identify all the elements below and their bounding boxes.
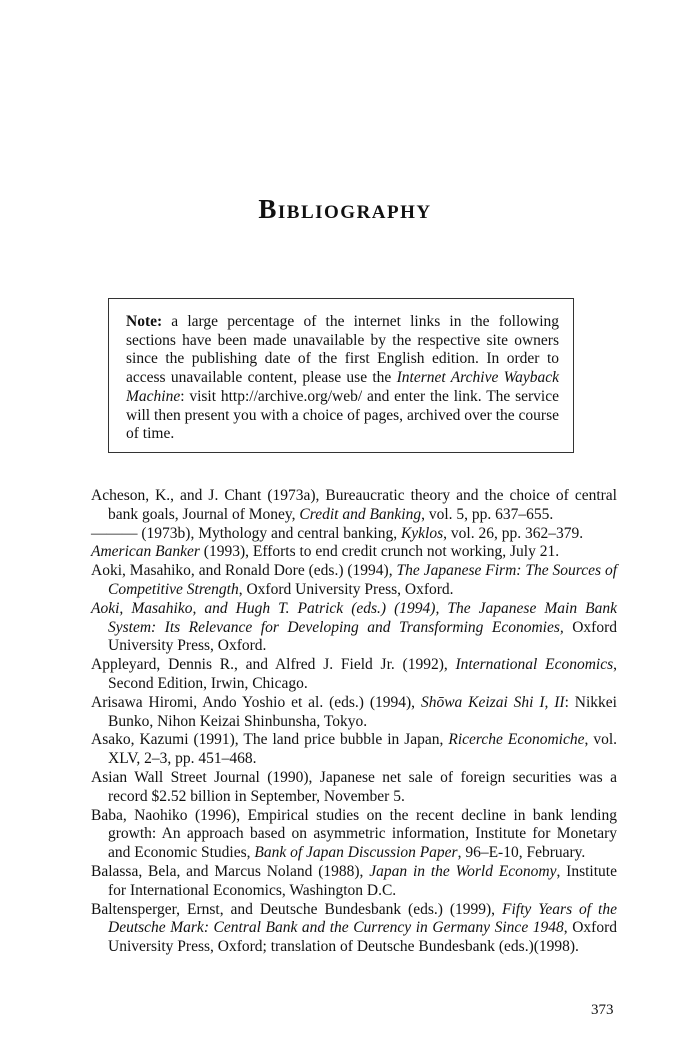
entry-italic: International Economics — [455, 656, 614, 674]
entry-text: (1993), Efforts to end credit crunch not working, July 21. — [199, 543, 560, 561]
entry-italic: Bank of Japan Discussion Paper — [254, 844, 458, 862]
bib-entry — [91, 656, 617, 694]
entry-italic: Kyklos — [400, 524, 444, 542]
page-number: 373 — [591, 1002, 614, 1018]
entry-text: , Oxford University Press, Oxford. — [238, 580, 454, 598]
page-title: Bibliography — [258, 194, 432, 224]
bib-entry — [91, 769, 617, 807]
bib-entry — [91, 600, 617, 656]
entry-text: , Oxford University Press, Oxford; translation of Deutsche Bundesbank (eds.)(1998). — [108, 919, 617, 956]
entry-text: , Second Edition, Irwin, Chicago. — [108, 656, 617, 692]
bib-entry — [91, 525, 617, 544]
entry-italic: Credit and Banking — [299, 505, 422, 523]
entry-text: Acheson, K., and J. Chant (1973a), Bureaucratic theory and the choice of central bank goals, Journal of Money, — [91, 487, 617, 523]
entry-text: Baltensperger, Ernst, and Deutsche Bundesbank (eds.) (1999), — [91, 900, 502, 918]
entry-italic: Japan in the World Economy — [369, 862, 557, 880]
entry-text: Asian Wall Street Journal (1990), Japanese net sale of foreign securities was a record $2.52 billion in September, November 5. — [91, 768, 617, 805]
entry-text: , vol. 5, pp. 637–655. — [421, 505, 554, 523]
entry-text: Oxford University Press, Oxford. — [108, 618, 617, 655]
entry-text: Asako, Kazumi (1991), The land price bubble in Japan, — [91, 731, 449, 749]
entry-text: , 96–E-10, February. — [457, 844, 586, 862]
archive-name: Internet Archive Wayback Machine — [126, 369, 559, 405]
note-text-part-2: : visit http://archive.org/web/ and enter the link. The service will then present you with a choice of pages, archived over the course of time. — [126, 387, 559, 443]
entry-text: ——— (1973b), Mythology and central banking, — [91, 524, 401, 542]
entry-text: , vol. 26, pp. 362–379. — [443, 524, 584, 542]
entry-text: Balassa, Bela, and Marcus Noland (1988), — [91, 862, 370, 880]
entry-text: Appleyard, Dennis R., and Alfred J. Field Jr. (1992), — [91, 656, 456, 674]
bib-entry — [91, 901, 617, 957]
entry-text: , Institute for International Economics, Washington D.C. — [108, 862, 617, 899]
entry-italic: Aoki, Masahiko, and Hugh T. Patrick (eds.) (1994), The Japanese Main Bank System: Its Relevance for Developing and Transforming Economies, — [91, 599, 617, 636]
bib-entry — [91, 807, 617, 863]
entry-text: Aoki, Masahiko, and Ronald Dore (eds.) (1994), — [91, 562, 397, 580]
entry-text: , vol. XLV, 2–3, pp. 451–468. — [108, 731, 618, 768]
bib-entry — [91, 487, 617, 525]
note-box — [108, 298, 574, 453]
entry-text: Arisawa Hiromi, Ando Yoshio et al. (eds.) (1994), — [91, 693, 421, 711]
bib-entry — [91, 731, 617, 769]
note-label: Note: — [126, 313, 163, 330]
note-text — [126, 313, 559, 444]
entry-text: : Nikkei Bunko, Nihon Keizai Shinbunsha, Tokyo. — [108, 693, 617, 730]
entry-italic: The Japanese Firm: The Sources of Competitive Strength — [108, 562, 617, 598]
bib-entry — [91, 863, 617, 901]
entry-italic: Shōwa Keizai Shi I, II — [420, 693, 565, 711]
bib-entry — [91, 694, 617, 732]
bib-entry — [91, 543, 617, 562]
entry-text: Baba, Naohiko (1996), Empirical studies on the recent decline in bank lending growth: An approach based on asymmetric information, Institute for Monetary and Economic Studies, — [91, 806, 617, 862]
entry-italic: Ricerche Economiche — [448, 731, 585, 749]
entry-italic: American Banker — [91, 543, 200, 561]
bibliography-list — [91, 487, 617, 957]
entry-italic: Fifty Years of the Deutsche Mark: Central Bank and the Currency in Germany Since 1948 — [108, 900, 617, 937]
note-text-part-1: a large percentage of the internet links in the following sections have been made unavailable by the respective site owners since the publishing date of the first English edition. In order to access unavailable content, please use the — [126, 313, 559, 387]
bib-entry — [91, 562, 617, 600]
